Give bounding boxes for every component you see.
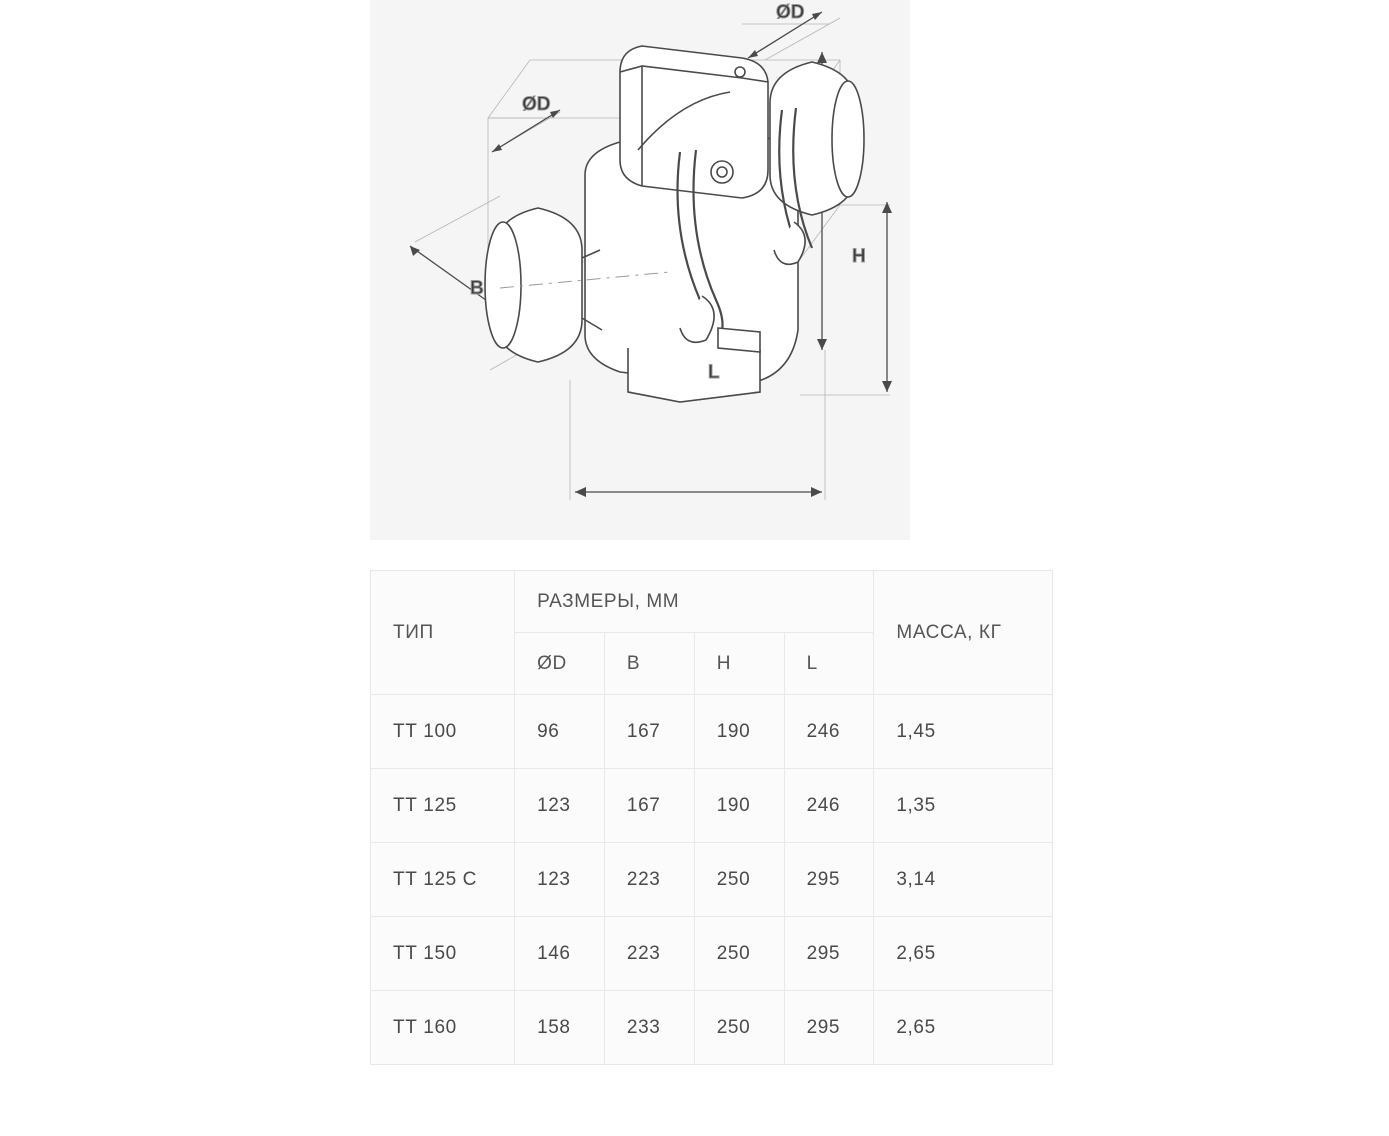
label-length-l: L [708,362,720,383]
header-dimensions: РАЗМЕРЫ, ММ [515,571,874,633]
cell-type: ТТ 125 С [371,843,515,917]
cell-type: ТТ 160 [371,991,515,1065]
product-drawing-panel [370,0,910,540]
cell-b: 167 [604,695,694,769]
cell-diameter: 123 [515,843,605,917]
header-diameter: ØD [515,633,605,695]
cell-h: 190 [694,695,784,769]
cell-mass: 2,65 [874,917,1053,991]
cell-diameter: 123 [515,769,605,843]
cell-type: ТТ 125 [371,769,515,843]
cell-b: 223 [604,843,694,917]
table-row [371,769,1053,843]
cell-l: 295 [784,917,874,991]
cell-mass: 1,35 [874,769,1053,843]
cell-b: 233 [604,991,694,1065]
cell-mass: 3,14 [874,843,1053,917]
cell-l: 295 [784,991,874,1065]
header-type: ТИП [371,571,515,695]
label-height-h: H [852,246,866,267]
label-diameter-top: ØD [776,2,805,23]
cell-type: ТТ 150 [371,917,515,991]
duct-fan-technical-drawing [370,0,910,540]
table-row [371,917,1053,991]
cell-diameter: 96 [515,695,605,769]
cell-mass: 1,45 [874,695,1053,769]
cell-b: 167 [604,769,694,843]
cell-mass: 2,65 [874,991,1053,1065]
table-body [371,695,1053,1065]
label-diameter-left: ØD [522,94,551,115]
cell-b: 223 [604,917,694,991]
table-row [371,991,1053,1065]
cell-diameter: 146 [515,917,605,991]
header-h: H [694,633,784,695]
dimensions-table [370,570,1053,1065]
cell-type: ТТ 100 [371,695,515,769]
cell-h: 190 [694,769,784,843]
table-header-row-1 [371,571,1053,633]
header-l: L [784,633,874,695]
cell-h: 250 [694,917,784,991]
cell-h: 250 [694,843,784,917]
table-row [371,843,1053,917]
header-b: B [604,633,694,695]
cell-l: 246 [784,769,874,843]
table-row [371,695,1053,769]
header-mass: МАССА, КГ [874,571,1053,695]
table-header [371,571,1053,695]
cell-diameter: 158 [515,991,605,1065]
cell-h: 250 [694,991,784,1065]
label-width-b: B [470,278,484,299]
cell-l: 246 [784,695,874,769]
cell-l: 295 [784,843,874,917]
